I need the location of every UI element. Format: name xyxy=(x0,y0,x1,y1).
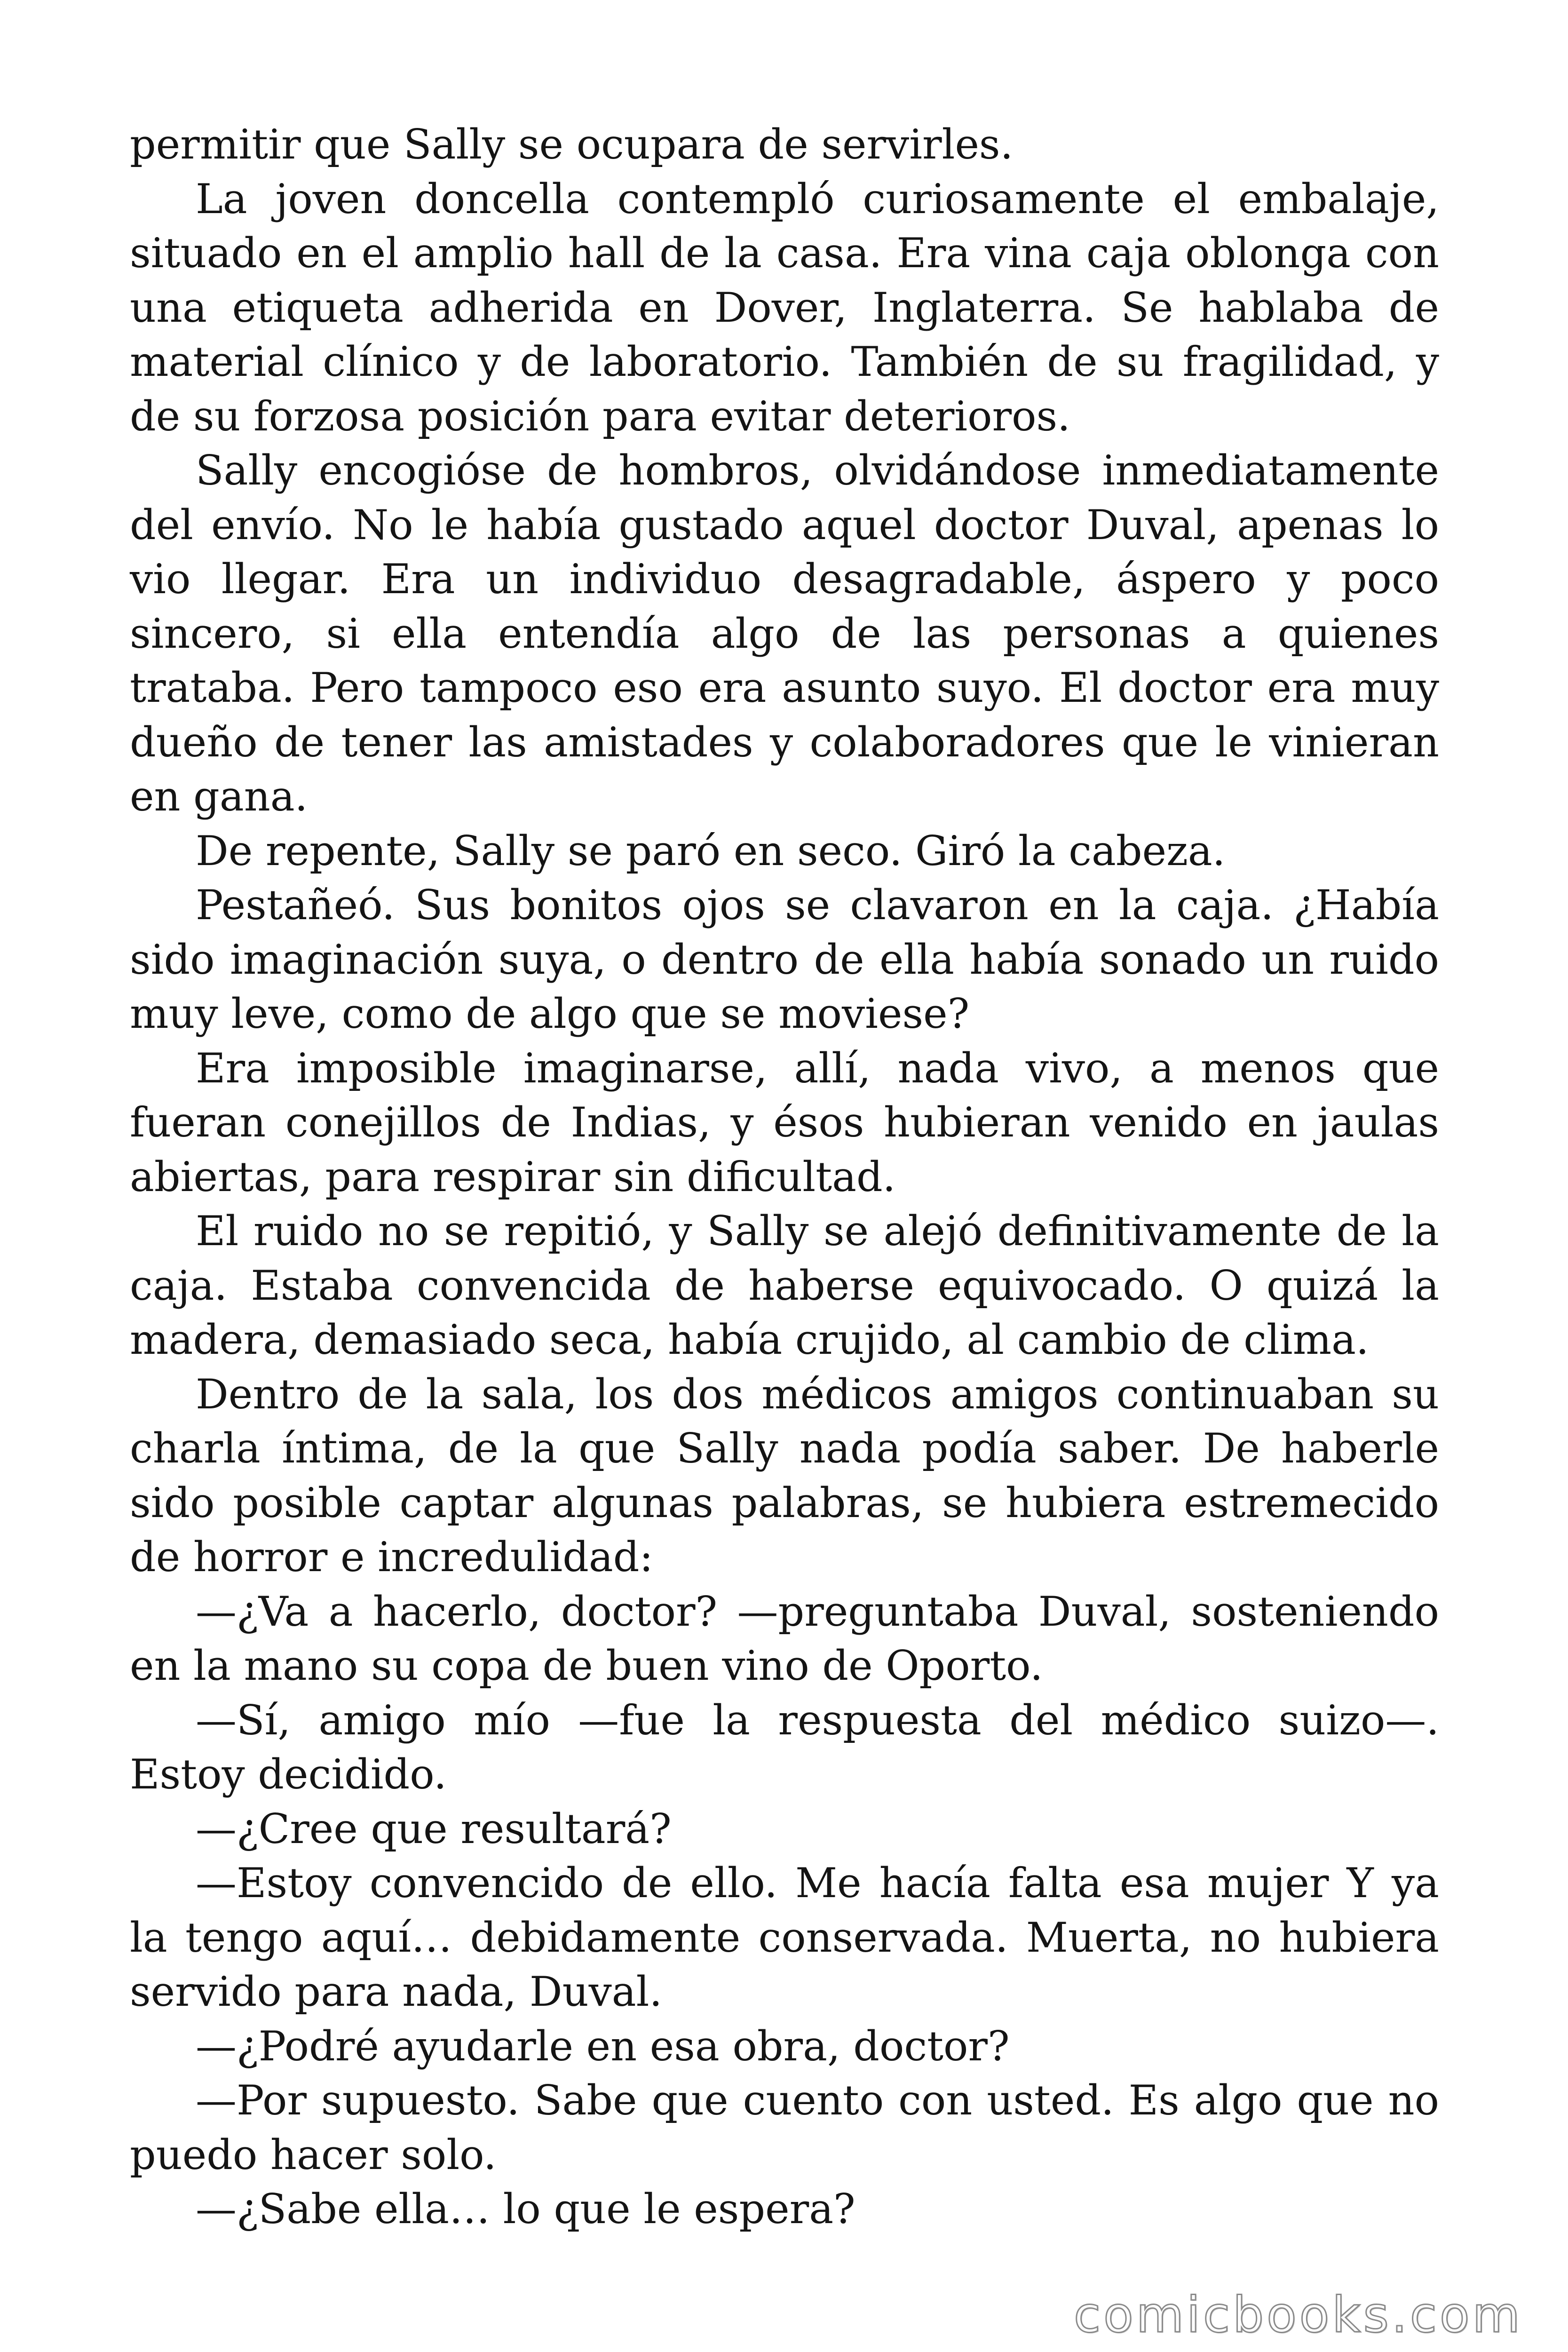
dialogue-line: —¿Va a hacerlo, doctor? —preguntaba Duval, sosteniendo en la mano su copa de buen vino de Oporto. xyxy=(130,1587,1439,1690)
dialogue-line: —¿Cree que resultará? xyxy=(196,1804,672,1853)
paragraph: Dentro de la sala, los dos médicos amigos continuaban su charla íntima, de la que Sally nada podía saber. De haberle sido posible captar algunas palabras, se hubiera estremecido de horror e incredulidad: xyxy=(130,1370,1439,1581)
dialogue-line: —Por supuesto. Sabe que cuento con usted. Es algo que no puedo hacer solo. xyxy=(130,2076,1439,2179)
paragraph: Sally encogióse de hombros, olvidándose inmediatamente del envío. No le había gustado aquel doctor Duval, apenas lo vio llegar. Era un individuo desagradable, áspero y poco sincero, si ella entendía algo de las personas a quienes trataba. Pero tampoco eso era asunto suyo. El doctor era muy dueño de tener las amistades y colaboradores que le vinieran en gana. xyxy=(130,446,1439,820)
paragraph: La joven doncella contempló curiosamente el embalaje, situado en el amplio hall de la casa. Era vina caja oblonga con una etiqueta adherida en Dover, Inglaterra. Se hablaba de material clínico y de laboratorio. También de su fragilidad, y de su forzosa posición para evitar deterioros. xyxy=(130,175,1439,440)
dialogue-line: —Estoy convencido de ello. Me hacía falta esa mujer Y ya la tengo aquí… debidamente conservada. Muerta, no hubiera servido para nada, Duval. xyxy=(130,1859,1439,2016)
paragraph: El ruido no se repitió, y Sally se alejó definitivamente de la caja. Estaba convencida de haberse equivocado. O quizá la madera, demasiado seca, había crujido, al cambio de clima. xyxy=(130,1207,1439,1364)
paragraph: Pestañeó. Sus bonitos ojos se clavaron en la caja. ¿Había sido imaginación suya, o dentro de ella había sonado un ruido muy leve, como de algo que se moviese? xyxy=(130,881,1439,1038)
dialogue-line: —¿Podré ayudarle en esa obra, doctor? xyxy=(196,2022,1010,2070)
paragraph: Era imposible imaginarse, allí, nada vivo, a menos que fueran conejillos de Indias, y ésos hubieran venido en jaulas abiertas, para respirar sin dificultad. xyxy=(130,1044,1439,1201)
paragraph: De repente, Sally se paró en seco. Giró la cabeza. xyxy=(196,826,1226,875)
paragraph: permitir que Sally se ocupara de servirles. xyxy=(130,120,1014,168)
dialogue-line: —Sí, amigo mío —fue la respuesta del médico suizo—. Estoy decidido. xyxy=(130,1696,1439,1798)
dialogue-line: —¿Sabe ella… lo que le espera? xyxy=(196,2185,855,2233)
body-text xyxy=(130,118,1439,2237)
watermark-logo: comicbooks.com xyxy=(1073,2286,1523,2344)
